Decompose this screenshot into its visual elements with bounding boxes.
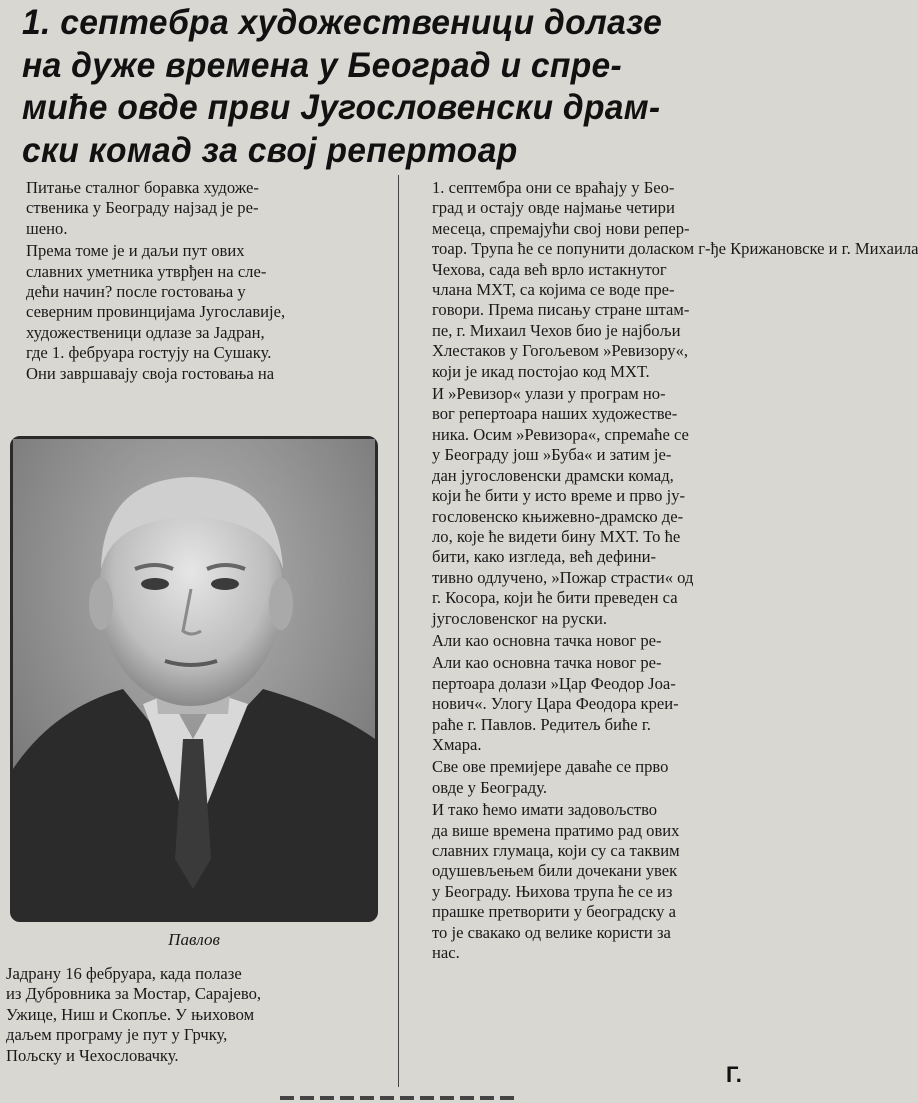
text-line: пе, г. Михаил Чехов био је најбољи bbox=[432, 320, 681, 340]
text-line: пертоара долази »Цар Феодор Јоа- bbox=[432, 673, 676, 693]
text-line: град и остају овде најмање четири bbox=[432, 198, 675, 218]
text-line: Чехова, сада већ врло истакнутог bbox=[432, 259, 667, 279]
headline-line: 1. септебра художественици долазе bbox=[22, 3, 663, 42]
text-line: Питање сталног боравка художе- bbox=[26, 178, 259, 197]
text-line: гословенско књижевно-драмско де- bbox=[432, 506, 684, 526]
portrait-photo-icon bbox=[10, 436, 378, 922]
paragraph bbox=[412, 178, 918, 382]
text-line: да више времена пратимо рад ових bbox=[432, 820, 680, 840]
text-line: члана МХТ, са којима се воде пре- bbox=[432, 280, 675, 300]
text-line: дећи начин? после гостовања у bbox=[26, 282, 246, 302]
text-line: прашке претворити у београдску а bbox=[432, 902, 676, 922]
paragraph bbox=[412, 757, 794, 798]
text-line: шено. bbox=[26, 218, 68, 238]
paragraph bbox=[412, 653, 794, 755]
text-line: Све ове премијере даваће се прво bbox=[432, 757, 669, 777]
text-line: ственика у Београду најзад је ре- bbox=[26, 198, 259, 218]
text-line: у Београду. Њихова трупа ће се из bbox=[432, 881, 673, 901]
text-line: где 1. фебруара гостују на Сушаку. bbox=[26, 343, 272, 363]
text-line: који је икад постојао код МХТ. bbox=[432, 361, 650, 381]
text-line: дан југословенски драмски комад, bbox=[432, 465, 674, 485]
text-line: даљем програму је пут у Грчку, bbox=[6, 1025, 228, 1045]
paragraph bbox=[412, 800, 794, 963]
text-line: југословенског на руски. bbox=[432, 608, 607, 628]
paragraph bbox=[6, 241, 386, 384]
author-signature: Г. bbox=[726, 1062, 742, 1087]
text-line: овде у Београду. bbox=[432, 777, 548, 797]
text-line: нас. bbox=[432, 943, 460, 963]
bottom-rule bbox=[280, 1096, 520, 1100]
text-line: северним провинцијама Југославије, bbox=[26, 302, 286, 322]
text-line: Али као основна тачка новог ре- bbox=[432, 630, 662, 650]
text-line: раће г. Павлов. Редитељ биће г. bbox=[432, 714, 651, 734]
paragraph bbox=[6, 178, 386, 239]
left-column-top bbox=[6, 178, 386, 386]
text-line: месеца, спремајући свој нови репер- bbox=[432, 218, 690, 238]
text-line: Ужице, Ниш и Скопље. У њиховом bbox=[6, 1004, 255, 1024]
text-line: Пољску и Чехословачку. bbox=[6, 1045, 179, 1065]
text-line: у Београду још »Буба« и затим је- bbox=[432, 445, 672, 465]
text-line: тивно одлучено, »Пожар страсти« од bbox=[432, 567, 694, 587]
text-line: из Дубровника за Мостар, Сарајево, bbox=[6, 984, 262, 1004]
text-line: ло, које ће видети бину МХТ. То ће bbox=[432, 526, 681, 546]
right-column bbox=[412, 178, 918, 965]
text-line: И »Ревизор« улази у програм но- bbox=[432, 384, 666, 404]
photo-caption: Павлов bbox=[168, 930, 220, 949]
left-column-bottom bbox=[6, 964, 386, 1068]
text-line: художественици одлазе за Јадран, bbox=[26, 322, 265, 342]
text-line: Хлестаков у Гогољевом »Ревизору«, bbox=[432, 341, 689, 361]
column-divider bbox=[398, 175, 399, 1087]
text-line: г. Косора, који ће бити преведен са bbox=[432, 588, 678, 608]
text-line: Према томе је и даљи пут ових bbox=[26, 241, 245, 261]
text-line: Али као основна тачка новог ре- bbox=[432, 653, 662, 673]
text-line: тоар. Трупа ће се попунити доласком г-ђе Крижановске и г. Михаила bbox=[432, 239, 918, 259]
text-line: одушевљењем били дочекани увек bbox=[432, 861, 678, 881]
text-line: вог репертоара наших художестве- bbox=[432, 404, 678, 424]
text-line: нович«. Улогу Цара Феодора креи- bbox=[432, 694, 679, 714]
text-line: славних глумаца, који су са таквим bbox=[432, 841, 680, 860]
text-line: Јадрану 16 фебруара, када полазе bbox=[6, 964, 242, 983]
headline bbox=[22, 2, 752, 172]
text-line: бити, како изгледа, већ дефини- bbox=[432, 547, 656, 567]
paragraph bbox=[412, 384, 794, 629]
text-line: говори. Према писању стране штам- bbox=[432, 300, 690, 320]
text-line: славних уметника утврђен на сле- bbox=[26, 261, 267, 281]
paragraph bbox=[412, 631, 794, 651]
text-line: који ће бити у исто време и прво ју- bbox=[432, 486, 686, 506]
headline-line: ски комад за свој репертоар bbox=[22, 130, 518, 170]
text-line: то је свакако од велике користи за bbox=[432, 922, 671, 942]
paragraph bbox=[6, 964, 386, 1066]
text-line: Хмара. bbox=[432, 734, 482, 754]
text-line: ника. Осим »Ревизора«, спремаће се bbox=[432, 424, 689, 444]
text-line: И тако ћемо имати задовољство bbox=[432, 800, 658, 820]
headline-line: миће овде први Југословенски драм- bbox=[22, 88, 661, 127]
headline-line: на дуже времена у Београд и спре- bbox=[22, 45, 622, 85]
text-line: 1. септембра они се враћају у Бео- bbox=[432, 178, 675, 197]
text-line: Они завршавају своја гостовања на bbox=[26, 363, 275, 383]
